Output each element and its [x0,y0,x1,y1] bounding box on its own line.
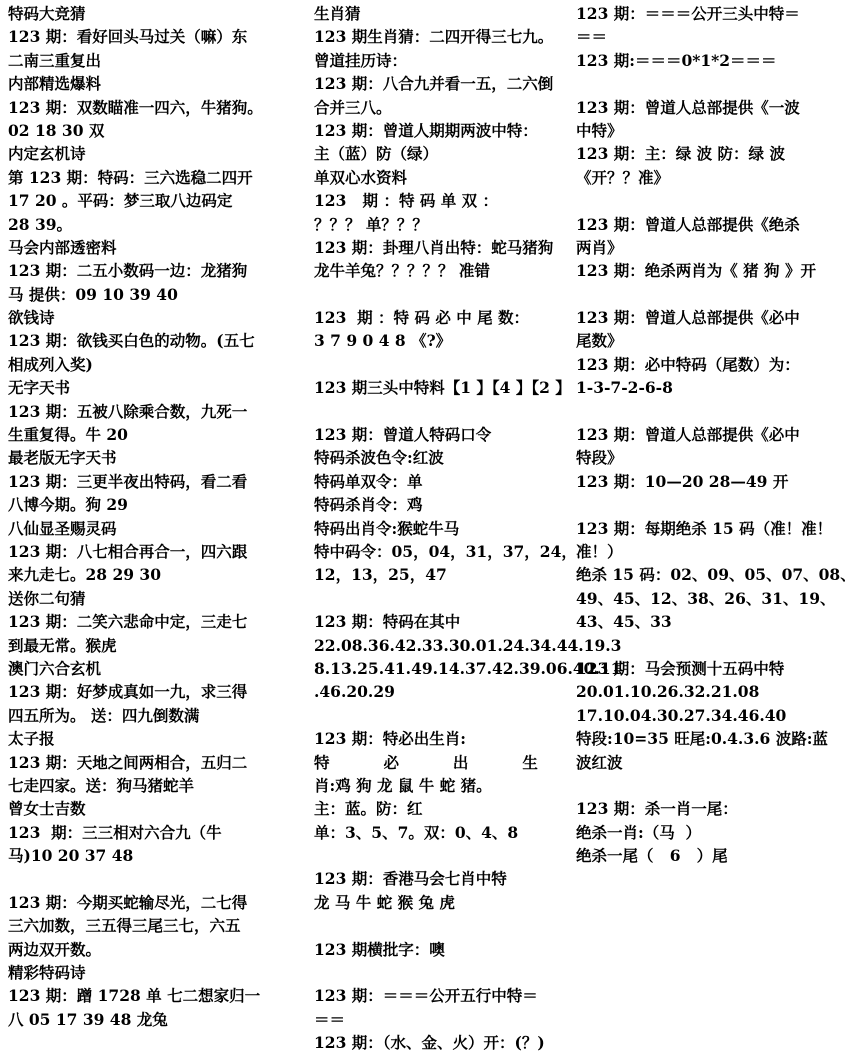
text-line: 特码单双令：单 [314,471,423,491]
blank-line [576,283,862,306]
text-line: 123 期：必中特码（尾数）为： [576,354,800,374]
text-line: 主：蓝。防：红 [314,799,423,819]
text-line: 三六加数，三五得三尾三七，六五 [8,916,241,936]
column-right [576,2,862,867]
text-line: 123 期：曾道人特码口令 [314,425,492,445]
text-line: 八博今期。狗 29 [8,495,128,515]
text-line: 123 期：八七相合再合一，四六跟 [8,541,248,561]
text-line: ＝＝ [576,27,608,47]
text-line: 123 期：＝＝＝公开三头中特＝ [576,4,800,23]
blank-line [576,774,862,797]
text-line: 123 期：卦理八肖出特：蛇马猪狗 [314,237,554,257]
text-line: 123 期：双数瞄准一四六，牛猪狗。 [8,97,263,117]
blank-line [314,400,566,423]
text-line: 绝杀一肖:（马 ） [576,822,702,842]
text-line: 123 期：曾道人期期两波中特： [314,120,538,140]
text-line: 龙 马 牛 蛇 猴 兔 虎 [314,892,455,912]
text-line: 绝杀 15 码：02、09、05、07、08、 [576,565,856,585]
text-line: 最老版无字天书 [8,448,117,468]
text-line: 特码杀波色令:红波 [314,448,444,468]
text-line: 马 提供：09 10 39 40 [8,284,178,304]
text-line: 123 期：（水、金、火）开：(？) [314,1033,545,1053]
text-line: 特码出肖令:猴蛇牛马 [314,518,460,538]
text-line: 123 期：绝杀两肖为《 猪 狗 》开 [576,261,816,281]
text-line: 生重复得。牛 20 [8,425,128,445]
blank-line [314,283,566,306]
text-line: 特段》 [576,448,623,468]
text-line: 123 期：天地之间两相合，五归二 [8,752,248,772]
text-line: 中特》 [576,120,623,140]
text-line: 马会内部透密料 [8,237,117,257]
text-line: 来九走七。28 29 30 [8,565,162,585]
text-line: 02 18 30 双 [8,120,105,140]
text-line: 17 20 。平码：梦三取八边码定 [8,191,233,211]
text-line: 特码大竞猜 [8,4,86,23]
text-line: 两肖》 [576,237,623,257]
blank-line [8,867,304,890]
text-line: 8.13.25.41.49.14.37.42.39.06.40.11 [314,658,622,678]
text-line: 特码杀肖令：鸡 [314,495,423,515]
text-line: 无字天书 [8,378,71,398]
text-line: 123 期：曾道人总部提供《必中 [576,425,800,445]
text-line: 123 期：今期买蛇输尽光，二七得 [8,892,248,912]
text-line: 123 期：欲钱买白色的动物。(五七 [8,331,255,351]
text-line: 肖:鸡 狗 龙 鼠 牛 蛇 猪。 [314,775,492,795]
text-line: 123 期三头中特料【1 】【4 】【2 】 [314,378,571,398]
text-line: 123 期：二五小数码一边：龙猪狗 [8,261,248,281]
text-line: 欲钱诗 [8,308,55,328]
text-line: 22.08.36.42.33.30.01.24.34.44.19.3 [314,635,622,655]
text-line: 两边双开数。 [8,939,102,959]
text-line: 123 期：三三相对六合九（牛 [8,822,222,842]
text-line: 28 39。 [8,214,73,234]
text-line: 准！） [576,541,623,561]
text-line: 123 期生肖猜：二四开得三七九。 [314,27,554,47]
text-line: 123 期 ：特 码 单 双 ： [314,191,499,211]
text-line: 太子报 [8,729,55,749]
text-line: 马)10 20 37 48 [8,846,134,866]
text-line: 123 期横批字：噢 [314,939,445,959]
text-line: 1-3-7-2-6-8 [576,378,673,398]
text-line: ？？？ 单？？？ [314,214,428,234]
text-line: .46.20.29 [314,682,395,702]
text-line: 四五所为。 送：四九倒数满 [8,705,200,725]
text-line: 特段:10=35 旺尾:0.4.3.6 波路:蓝 [576,729,828,749]
text-line: 合并三八。 [314,97,392,117]
text-line: 123 期：＝＝＝公开五行中特＝ [314,986,538,1006]
text-line: 曾道挂历诗： [314,50,408,70]
text-line: 123 期：每期绝杀 15 码（准！准！ [576,518,833,538]
text-line: 123 期：八合九并看一五，二六倒 [314,74,554,94]
text-line: 曾女士吉数 [8,799,86,819]
text-line: 七走四家。送：狗马猪蛇羊 [8,775,195,795]
text-line: 3 7 9 0 4 8 《?》 [314,331,452,351]
text-line: 第 123 期：特码：三六选稳二四开 [8,167,253,187]
text-line: ＝＝ [314,1009,346,1029]
text-line: 二南三重复出 [8,50,102,70]
text-line: 绝杀一尾（ 6 ）尾 [576,846,728,866]
blank-line [314,353,566,376]
blank-line [314,844,566,867]
blank-line [576,634,862,657]
blank-line [314,587,566,610]
text-line: 内定玄机诗 [8,144,86,164]
text-line: 123 期：特码在其中 [314,612,461,632]
text-line: 123 期：曾道人总部提供《绝杀 [576,214,800,234]
text-line: 内部精选爆料 [8,74,102,94]
blank-line [314,704,566,727]
blank-line [314,914,566,937]
text-line: 123 期：三更半夜出特码，看二看 [8,471,248,491]
text-line: 123 期：蹭 1728 单 七二想家归一 [8,986,261,1006]
text-line: 龙牛羊兔？？？？？ 准错 [314,261,490,281]
text-line: 123 期：10—20 28—49 开 [576,471,789,491]
text-line: 17.10.04.30.27.34.46.40 [576,705,787,725]
blank-line [576,189,862,212]
blank-line [576,72,862,95]
text-line: 43、45、33 [576,612,672,632]
text-line: 生肖猜 [314,4,361,23]
text-line: 123 期：马会预测十五码中特 [576,658,785,678]
text-line: 123 期：看好回头马过关（嘛）东 [8,27,248,47]
text-line: 123 期：好梦成真如一九，求三得 [8,682,248,702]
text-line: 123 期：特必出生肖: [314,729,466,749]
text-line: 123 期：曾道人总部提供《必中 [576,308,800,328]
text-line: 123 期：杀一肖一尾： [576,799,738,819]
text-line: 123 期：香港马会七肖中特 [314,869,507,889]
text-line: 123 期：二笑六悲命中定，三走七 [8,612,248,632]
text-line: 12，13，25，47 [314,565,447,585]
column-left [8,2,304,1031]
text-line: 123 期 ：特 码 必 中 尾 数： [314,308,530,328]
blank-line [314,961,566,984]
text-line: 20.01.10.26.32.21.08 [576,682,760,702]
text-line: 尾数》 [576,331,623,351]
text-line: 单双心水资料 [314,167,408,187]
text-line: 123 期:＝＝＝0*1*2＝＝＝ [576,50,777,70]
text-line: 八 05 17 39 48 龙兔 [8,1009,168,1029]
blank-line [576,400,862,423]
text-line: 特中码令：05，04，31，37，24， [314,541,577,561]
blank-line [576,493,862,516]
text-line: 123 期：主：绿 波 防：绿 波 [576,144,785,164]
text-line: 八仙显圣赐灵码 [8,518,117,538]
text-line: 123 期：五被八除乘合数，九死一 [8,401,248,421]
text-line: 123 期：曾道人总部提供《一波 [576,97,800,117]
text-line: 49、45、12、38、26、31、19、 [576,588,836,608]
text-line: 波红波 [576,752,623,772]
text-line: 主（蓝）防（绿） [314,144,439,164]
text-line: 相成列入奖) [8,354,93,374]
text-line: 精彩特码诗 [8,963,86,983]
text-line: 送你二句猜 [8,588,86,608]
text-line: 单：3、5、7。双：0、4、8 [314,822,519,842]
text-line: 到最无常。猴虎 [8,635,117,655]
text-line: 《开？？准》 [576,167,670,187]
text-line: 澳门六合玄机 [8,658,102,678]
text-line: 特 必 出 生 [314,752,538,772]
